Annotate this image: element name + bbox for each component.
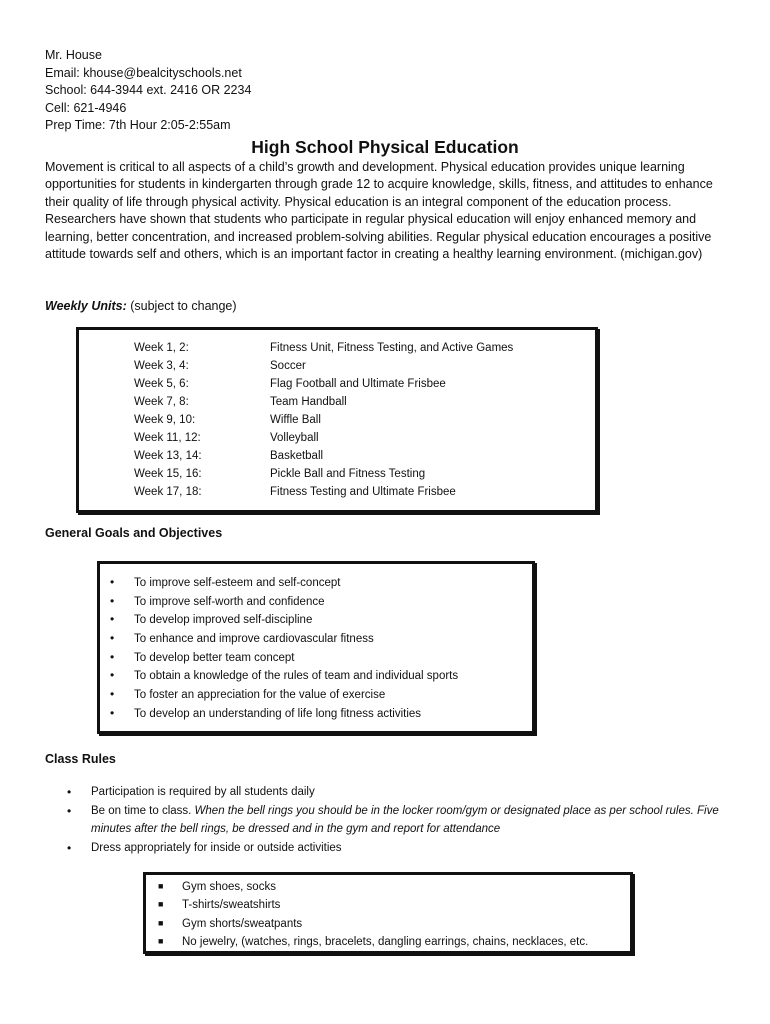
bullet-icon: •	[110, 631, 115, 645]
square-bullet-icon: ■	[158, 936, 164, 946]
dress-item	[158, 932, 588, 952]
prep-time: Prep Time: 7th Hour 2:05-2:55am	[45, 118, 231, 132]
rule-text	[91, 839, 747, 858]
bullet-icon: •	[110, 650, 115, 664]
goals-heading-text: General Goals and Objectives	[45, 526, 223, 540]
class-rules-heading-text: Class Rules	[45, 752, 116, 766]
unit-week: Week 17, 18:	[134, 486, 202, 498]
unit-week: Week 13, 14:	[134, 450, 202, 462]
contact-block	[45, 47, 251, 135]
rule-text	[91, 802, 747, 839]
dress-code-box	[143, 872, 633, 954]
goal-item	[110, 573, 340, 593]
unit-week: Week 15, 16:	[134, 468, 202, 480]
unit-activity: Pickle Ball and Fitness Testing	[270, 468, 426, 480]
intro-paragraph: Movement is critical to all aspects of a child’s growth and development. Physical education provides unique learning opportunities for students in kindergarten through grade 12 to acquire knowledge, skills, fitness, and attitudes to enhance their quality of life through physical activity. Physical education is an integral component of the education process. Researchers have shown that students who participate in regular physical education will enjoy enhanced memory and learning, better concentration, and increased problem-solving abilities. Regular physical education encourages a positive attitude towards self and others, which is an important factor in creating a healthy learning environment. (michigan.gov)	[45, 160, 713, 262]
goals-heading	[45, 525, 222, 542]
unit-week: Week 5, 6:	[134, 378, 189, 390]
goal-item	[110, 629, 374, 649]
goal-text: To improve self-worth and confidence	[134, 596, 325, 608]
page-title: High School Physical Education	[251, 137, 519, 157]
goal-text: To develop improved self-discipline	[134, 614, 313, 626]
unit-activity: Volleyball	[270, 432, 319, 444]
unit-activity: Flag Football and Ultimate Frisbee	[270, 378, 446, 390]
class-rules-list	[67, 783, 747, 857]
rule-item	[67, 783, 747, 802]
dress-text: Gym shorts/sweatpants	[182, 918, 303, 930]
unit-row	[134, 339, 513, 357]
unit-activity: Wiffle Ball	[270, 414, 321, 426]
goal-item	[110, 592, 325, 612]
bullet-icon: •	[67, 803, 72, 818]
unit-activity: Soccer	[270, 360, 306, 372]
unit-activity: Fitness Unit, Fitness Testing, and Active Games	[270, 342, 514, 354]
unit-row	[134, 465, 425, 483]
unit-row	[134, 447, 323, 465]
square-bullet-icon: ■	[158, 899, 164, 909]
rule-item	[67, 839, 747, 858]
bullet-icon: •	[110, 706, 115, 720]
goal-item	[110, 648, 294, 668]
unit-row	[134, 393, 347, 411]
rule-italic-text: When the bell rings you should be in the locker room/gym or designated place as per school rules. Five minutes after the bell rings, be dressed and in the gym and report for attendance	[91, 804, 719, 835]
unit-row	[134, 357, 306, 375]
goal-text: To develop an understanding of life long fitness activities	[134, 708, 422, 720]
unit-activity: Team Handball	[270, 396, 347, 408]
bullet-icon: •	[67, 840, 72, 855]
unit-week: Week 9, 10:	[134, 414, 196, 426]
dress-text: T-shirts/sweatshirts	[182, 899, 281, 911]
bullet-icon: •	[110, 668, 115, 682]
goal-item	[110, 666, 458, 686]
weekly-units-box	[76, 327, 598, 513]
rule-plain-text: Dress appropriately for inside or outside activities	[91, 841, 342, 854]
weekly-units-heading	[45, 298, 237, 315]
goal-text: To obtain a knowledge of the rules of team and individual sports	[134, 670, 459, 682]
rule-plain-text: Be on time to class.	[91, 804, 195, 817]
bullet-icon: •	[110, 687, 115, 701]
goal-item	[110, 704, 421, 724]
unit-row	[134, 429, 319, 447]
bullet-icon: •	[110, 575, 115, 589]
bullet-icon: •	[110, 594, 115, 608]
dress-text: No jewelry, (watches, rings, bracelets, dangling earrings, chains, necklaces, etc.	[182, 936, 589, 948]
dress-item	[158, 914, 302, 934]
unit-row	[134, 483, 456, 501]
goal-item	[110, 610, 312, 630]
goal-text: To enhance and improve cardiovascular fitness	[134, 633, 374, 645]
weekly-units-label: Weekly Units:	[45, 299, 127, 313]
rule-text	[91, 783, 747, 802]
cell-phone: Cell: 621-4946	[45, 100, 127, 115]
rule-plain-text: Participation is required by all students daily	[91, 786, 315, 798]
bullet-icon: •	[110, 612, 115, 626]
goal-text: To develop better team concept	[134, 652, 295, 664]
dress-item	[158, 895, 280, 915]
teacher-email: Email: khouse@bealcityschools.net	[45, 65, 242, 80]
unit-week: Week 11, 12:	[134, 432, 201, 444]
unit-week: Week 3, 4:	[134, 360, 189, 372]
weekly-units-note: (subject to change)	[126, 299, 237, 313]
goal-text: To improve self-esteem and self-concept	[134, 577, 341, 589]
unit-activity: Basketball	[270, 450, 324, 462]
square-bullet-icon: ■	[158, 881, 164, 891]
rule-item	[67, 802, 747, 839]
unit-row	[134, 411, 321, 429]
class-rules-heading	[45, 751, 116, 768]
unit-row	[134, 375, 446, 393]
unit-week: Week 1, 2:	[134, 342, 189, 354]
teacher-name: Mr. House	[45, 48, 102, 62]
unit-week: Week 7, 8:	[134, 396, 189, 408]
bullet-icon: •	[67, 785, 72, 799]
goal-text: To foster an appreciation for the value of exercise	[134, 689, 386, 701]
school-phone: School: 644-3944 ext. 2416 OR 2234	[45, 83, 252, 97]
dress-item	[158, 877, 276, 897]
goals-box	[97, 561, 535, 734]
goal-item	[110, 685, 385, 705]
unit-activity: Fitness Testing and Ultimate Frisbee	[270, 486, 456, 498]
square-bullet-icon: ■	[158, 918, 164, 928]
dress-text: Gym shoes, socks	[182, 881, 276, 893]
